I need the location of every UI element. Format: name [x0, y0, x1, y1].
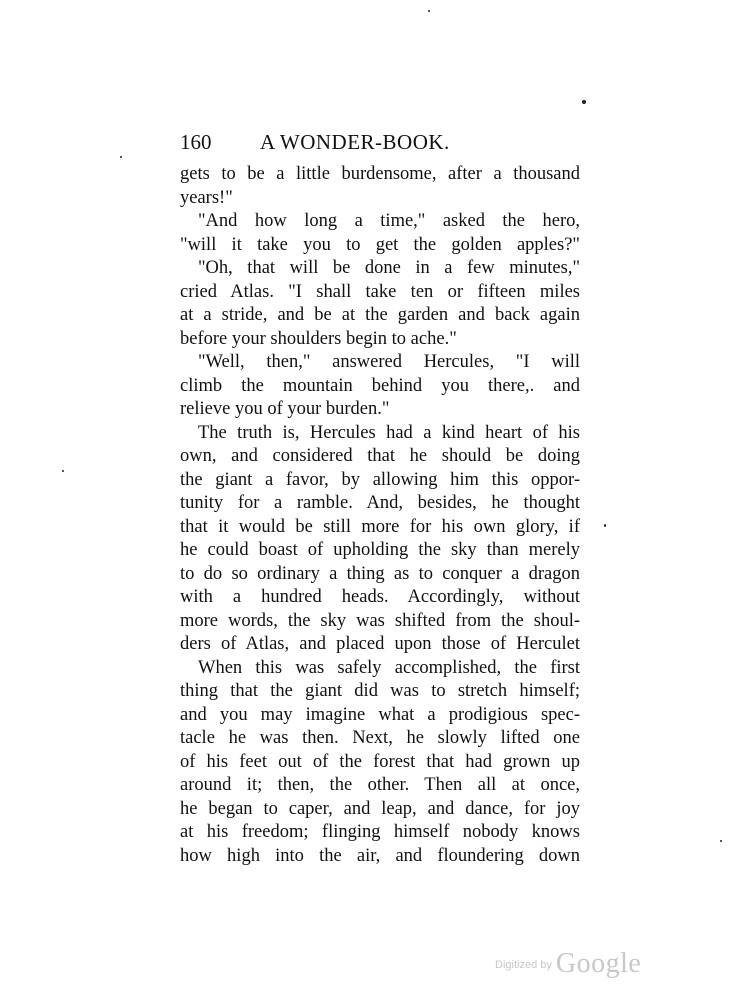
text-line: he could boast of upholding the sky than merely — [180, 540, 580, 560]
text-line: thing that the giant did was to stretch himself; — [180, 681, 580, 701]
text-line: tacle he was then. Next, he slowly lifted one — [180, 728, 580, 748]
text-line: he began to caper, and leap, and dance, for joy — [180, 798, 580, 819]
text-line: "will it take you to get the golden apples?" — [180, 234, 580, 255]
text-line: ders of Atlas, and placed upon those of Herculet — [180, 634, 580, 654]
text-line: to do so ordinary a thing as to conquer a dragon — [180, 563, 580, 584]
text-line: of his feet out of the forest that had grown up — [180, 751, 580, 772]
scan-speck — [428, 10, 430, 12]
scan-speck — [62, 470, 64, 472]
text-line: that it would be still more for his own glory, if — [180, 516, 580, 537]
body-text — [180, 163, 580, 868]
digitized-by-google-watermark — [495, 948, 641, 984]
scan-speck — [582, 100, 586, 104]
text-line: around it; then, the other. Then all at once, — [180, 775, 580, 795]
text-line: climb the mountain behind you there,. and — [180, 375, 580, 396]
text-line: When this was safely accomplished, the first — [198, 657, 580, 678]
google-logo: Google — [555, 948, 642, 979]
text-line: tunity for a ramble. And, besides, he thought — [180, 493, 580, 513]
page-number: 160 — [180, 130, 212, 154]
text-line: "And how long a time," asked the hero, — [198, 211, 580, 231]
text-line: The truth is, Hercules had a kind heart of his — [198, 422, 580, 443]
text-line: more words, the sky was shifted from the shoul- — [180, 610, 580, 631]
scan-speck — [120, 156, 122, 158]
text-line: "Well, then," answered Hercules, "I will — [198, 352, 580, 372]
text-line: and you may imagine what a prodigious spec- — [180, 704, 580, 725]
text-line: "Oh, that will be done in a few minutes," — [198, 258, 580, 278]
text-line: how high into the air, and floundering down — [180, 845, 580, 866]
scan-speck — [604, 524, 606, 527]
text-line: at a stride, and be at the garden and back again — [180, 305, 580, 325]
text-line: years!" — [180, 187, 233, 208]
text-line: gets to be a little burdensome, after a thousand — [180, 164, 580, 184]
text-line: at his freedom; flinging himself nobody knows — [180, 822, 580, 842]
text-line: before your shoulders begin to ache." — [180, 328, 457, 349]
text-line: cried Atlas. "I shall take ten or fifteen miles — [180, 281, 580, 302]
text-line: with a hundred heads. Accordingly, without — [180, 587, 580, 607]
text-line: relieve you of your burden." — [180, 399, 390, 419]
page-header — [180, 128, 580, 156]
text-line: the giant a favor, by allowing him this oppor- — [180, 469, 580, 490]
scan-speck — [720, 840, 722, 842]
text-line: own, and considered that he should be doing — [180, 446, 580, 466]
watermark-prefix: Digitized by — [495, 959, 552, 971]
running-head: A WONDER-BOOK. — [260, 130, 450, 154]
